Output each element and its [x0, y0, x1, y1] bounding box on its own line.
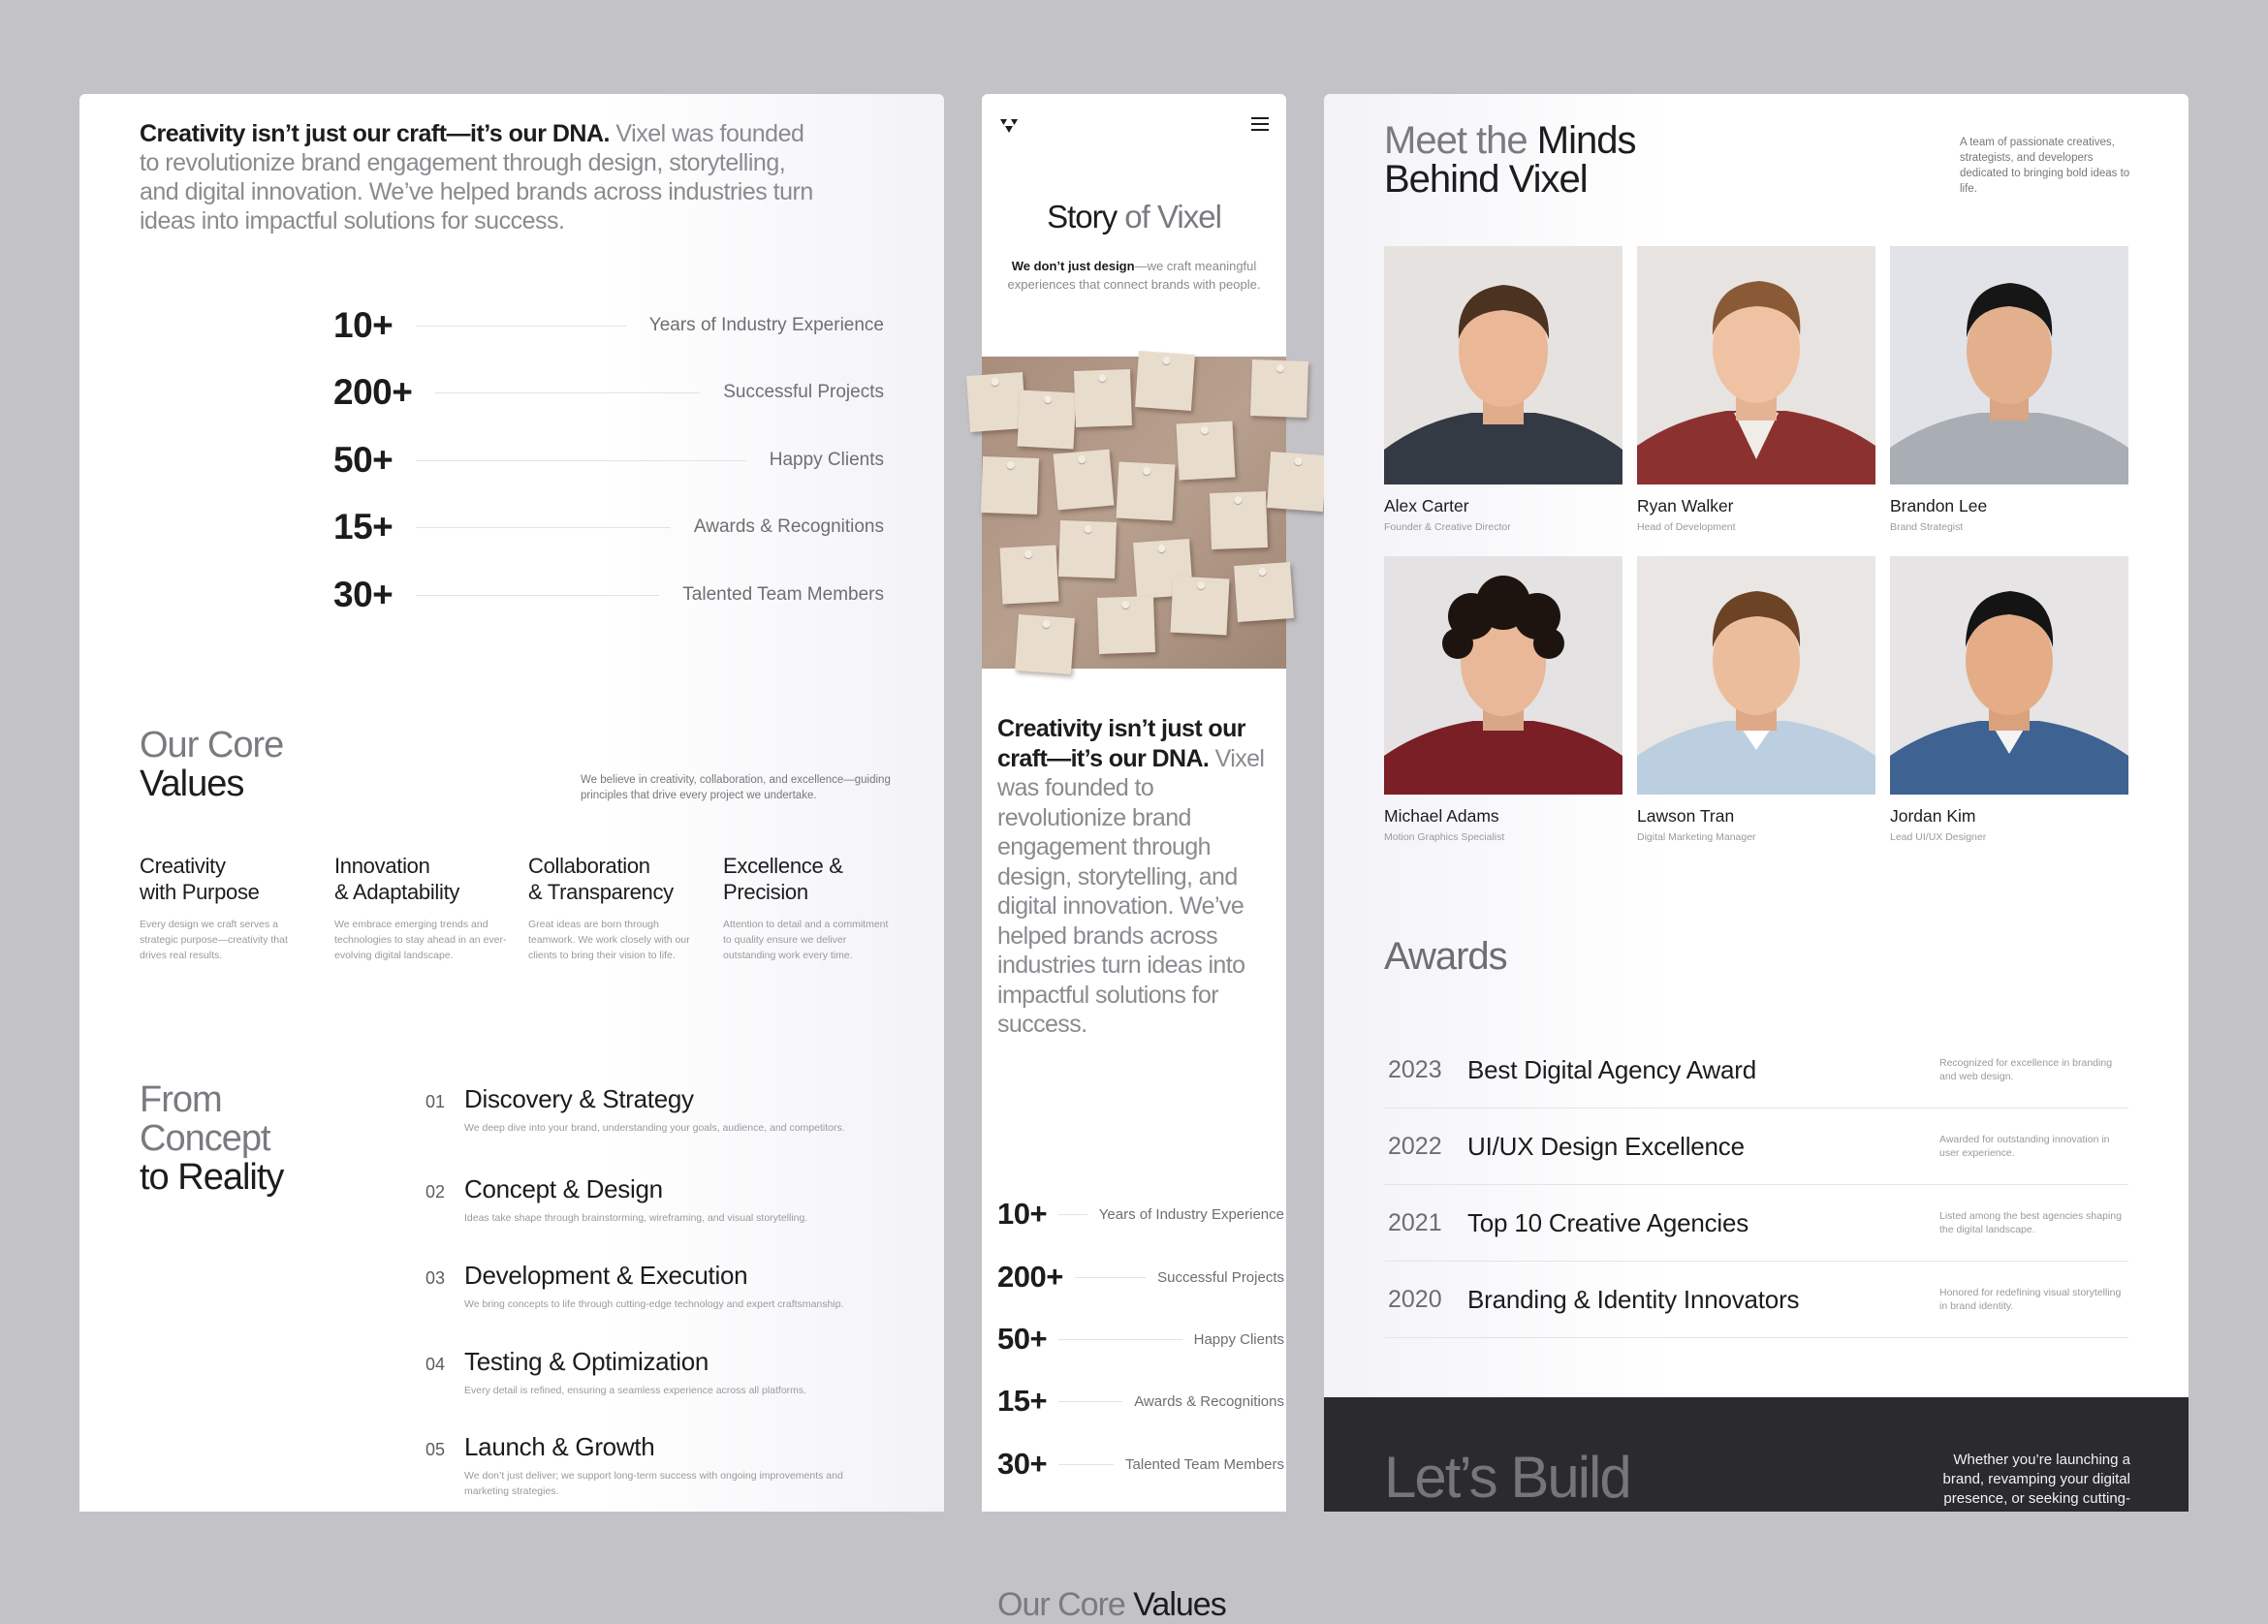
process-step [425, 1174, 881, 1226]
value-title: Creativity with Purpose [140, 854, 260, 904]
team-heading: Meet the Minds Behind Vixel [1384, 119, 1636, 201]
stat-divider [1075, 1277, 1146, 1278]
member-role: Digital Marketing Manager [1637, 831, 1756, 843]
stat-row [333, 440, 884, 481]
stat-number: 30+ [333, 575, 394, 614]
step-description: Every detail is refined, ensuring a seamless experience across all platforms. [464, 1385, 807, 1396]
value-title: Excellence & Precision [723, 854, 843, 904]
vixel-logo-icon[interactable] [999, 117, 1019, 140]
stat-row [333, 507, 884, 547]
cta-section [1324, 1397, 2189, 1512]
stat-number: 50+ [333, 440, 394, 480]
stat-number: 50+ [997, 1322, 1048, 1356]
stat-row [997, 1447, 1284, 1482]
stat-row [333, 305, 884, 346]
stat-number: 10+ [997, 1197, 1048, 1231]
step-description: Ideas take shape through brainstorming, wireframing, and visual storytelling. [464, 1212, 808, 1224]
team-awards-page [1324, 94, 2189, 1512]
stat-divider [416, 527, 671, 528]
avatar [1637, 556, 1875, 795]
value-item [140, 853, 314, 963]
avatar [1384, 556, 1622, 795]
core-values-heading: Our Core Values [997, 1586, 1226, 1623]
stat-label: Years of Industry Experience [1098, 1205, 1284, 1223]
stat-row [997, 1260, 1284, 1295]
stat-number: 200+ [333, 372, 413, 412]
stat-divider [1058, 1464, 1114, 1465]
heading-light: From [140, 1079, 222, 1120]
value-description: We embrace emerging trends and technologies to stay ahead in an ever-evolving digital landscape. [334, 919, 507, 961]
intro-paragraph [140, 119, 818, 235]
heading-light: Our Core [140, 725, 284, 765]
team-member-card[interactable] [1890, 556, 2128, 843]
step-title: Discovery & Strategy [464, 1084, 694, 1113]
step-description: We don’t just deliver; we support long-term success with ongoing improvements and marketing strategies. [464, 1470, 843, 1497]
value-item [723, 853, 898, 963]
award-name: Branding & Identity Innovators [1467, 1284, 1800, 1314]
cta-heading: Let’s Build [1384, 1445, 1630, 1510]
stat-label: Successful Projects [723, 382, 884, 402]
team-member-card[interactable] [1637, 246, 1875, 533]
award-description: Recognized for excellence in branding and web design. [1939, 1057, 2113, 1082]
team-member-card[interactable] [1637, 556, 1875, 843]
stat-label: Years of Industry Experience [648, 315, 884, 335]
stat-label: Awards & Recognitions [693, 516, 884, 537]
step-title: Launch & Growth [464, 1432, 655, 1461]
stat-row [333, 372, 884, 413]
core-values-heading [140, 726, 283, 803]
stat-label: Happy Clients [1193, 1330, 1284, 1348]
core-values-description: We believe in creativity, collaboration, and excellence—guiding principles that drive every project we undertake. [581, 774, 891, 801]
hamburger-menu-icon[interactable] [1251, 117, 1269, 135]
award-row [1384, 1109, 2128, 1185]
award-row [1384, 1262, 2128, 1338]
stat-row [997, 1197, 1284, 1232]
member-role: Brand Strategist [1890, 521, 1964, 533]
value-title: Innovation & Adaptability [334, 854, 460, 904]
stat-number: 10+ [333, 305, 394, 345]
step-title: Concept & Design [464, 1174, 663, 1203]
member-name: Brandon Lee [1890, 496, 1988, 515]
stat-row [997, 1384, 1284, 1419]
member-role: Founder & Creative Director [1384, 521, 1511, 533]
step-number: 01 [425, 1092, 446, 1111]
stat-divider [416, 326, 626, 327]
value-description: Great ideas are born through teamwork. We work closely with our clients to bring their vision to life. [528, 919, 690, 961]
member-role: Lead UI/UX Designer [1890, 831, 1987, 843]
process-step [425, 1432, 881, 1499]
stat-divider [1058, 1401, 1122, 1402]
member-role: Motion Graphics Specialist [1384, 831, 1505, 843]
stat-number: 15+ [333, 507, 394, 547]
sticky-notes-photo [982, 357, 1286, 669]
stat-label: Talented Team Members [682, 584, 884, 605]
member-name: Lawson Tran [1637, 806, 1735, 826]
process-step [425, 1084, 881, 1136]
award-row [1384, 1032, 2128, 1109]
process-step [425, 1347, 881, 1398]
stat-label: Successful Projects [1157, 1268, 1284, 1286]
award-name: Best Digital Agency Award [1467, 1054, 1757, 1084]
about-mobile-page [982, 94, 1286, 1623]
award-description: Honored for redefining visual storytelling in brand identity. [1939, 1287, 2122, 1312]
award-description: Listed among the best agencies shaping the digital landscape. [1939, 1210, 2122, 1235]
stat-divider [1058, 1214, 1087, 1215]
award-row [1384, 1185, 2128, 1262]
team-member-card[interactable] [1890, 246, 2128, 533]
intro-paragraph: Creativity isn’t just our craft—it’s our DNA. Vixel was founded to revolutionize brand engagement through design, storytelling, and digital innovation. We’ve helped brands across industries turn ideas into impactful solutions for success. [997, 715, 1265, 1038]
award-year: 2022 [1388, 1132, 1442, 1160]
award-name: UI/UX Design Excellence [1467, 1131, 1745, 1161]
step-title: Development & Execution [464, 1261, 748, 1290]
stat-divider [1058, 1339, 1182, 1340]
page-subtitle: We don’t just design—we craft meaningful experiences that connect brands with people. [1007, 259, 1261, 292]
award-year: 2020 [1388, 1285, 1442, 1313]
step-number: 03 [425, 1268, 446, 1288]
avatar [1637, 246, 1875, 484]
value-description: Attention to detail and a commitment to quality ensure we deliver outstanding work every time. [723, 919, 889, 961]
step-description: We deep dive into your brand, understanding your goals, audience, and competitors. [464, 1122, 845, 1134]
team-member-card[interactable] [1384, 556, 1622, 843]
stat-number: 15+ [997, 1384, 1048, 1418]
member-name: Ryan Walker [1637, 496, 1734, 515]
heading-dark: Values [140, 764, 244, 804]
member-name: Alex Carter [1384, 496, 1469, 515]
avatar [1384, 246, 1622, 484]
step-title: Testing & Optimization [464, 1347, 709, 1376]
step-description: We bring concepts to life through cutting-edge technology and expert craftsmanship. [464, 1298, 844, 1310]
process-step [425, 1261, 881, 1312]
award-description: Awarded for outstanding innovation in user experience. [1939, 1134, 2110, 1159]
stat-label: Talented Team Members [1125, 1455, 1284, 1473]
page-title: Story of Vixel [1047, 199, 1221, 234]
award-name: Top 10 Creative Agencies [1467, 1207, 1749, 1237]
intro-bold: Creativity isn’t just our craft—it’s our DNA. [140, 120, 610, 147]
value-item [334, 853, 509, 963]
intro-rest: Vixel was founded to revolutionize brand engagement through design, storytelling, and digital innovation. We’ve helped brands across industries turn ideas into impactful solutions for success. [140, 120, 813, 234]
value-title: Collaboration & Transparency [528, 854, 674, 904]
stat-divider [416, 595, 659, 596]
stat-number: 30+ [997, 1447, 1048, 1481]
value-item [528, 853, 703, 963]
award-year: 2023 [1388, 1055, 1442, 1083]
award-year: 2021 [1388, 1208, 1442, 1236]
heading-dark: to Reality [140, 1157, 284, 1198]
stat-row [997, 1322, 1284, 1357]
avatar [1890, 246, 2128, 484]
about-desktop-page [79, 94, 944, 1512]
avatar [1890, 556, 2128, 795]
value-description: Every design we craft serves a strategic purpose—creativity that drives real results. [140, 919, 288, 961]
step-number: 04 [425, 1355, 446, 1374]
member-name: Jordan Kim [1890, 806, 1976, 826]
step-number: 02 [425, 1182, 446, 1202]
stat-divider [435, 392, 700, 393]
stat-label: Happy Clients [769, 450, 884, 470]
cta-description: Whether you’re launching a brand, revamping your digital presence, or seeking cutting- [1942, 1452, 2130, 1507]
stat-number: 200+ [997, 1260, 1063, 1294]
heading-light: Concept [140, 1118, 270, 1159]
member-role: Head of Development [1637, 521, 1736, 533]
stat-divider [416, 460, 745, 461]
stat-label: Awards & Recognitions [1134, 1392, 1284, 1410]
awards-heading: Awards [1384, 935, 1507, 978]
process-heading [140, 1080, 283, 1197]
member-name: Michael Adams [1384, 806, 1499, 826]
step-number: 05 [425, 1440, 446, 1459]
stat-row [333, 575, 884, 615]
team-member-card[interactable] [1384, 246, 1622, 533]
team-description: A team of passionate creatives, strategists, and developers dedicated to bringing bold ideas to life. [1960, 137, 2130, 195]
